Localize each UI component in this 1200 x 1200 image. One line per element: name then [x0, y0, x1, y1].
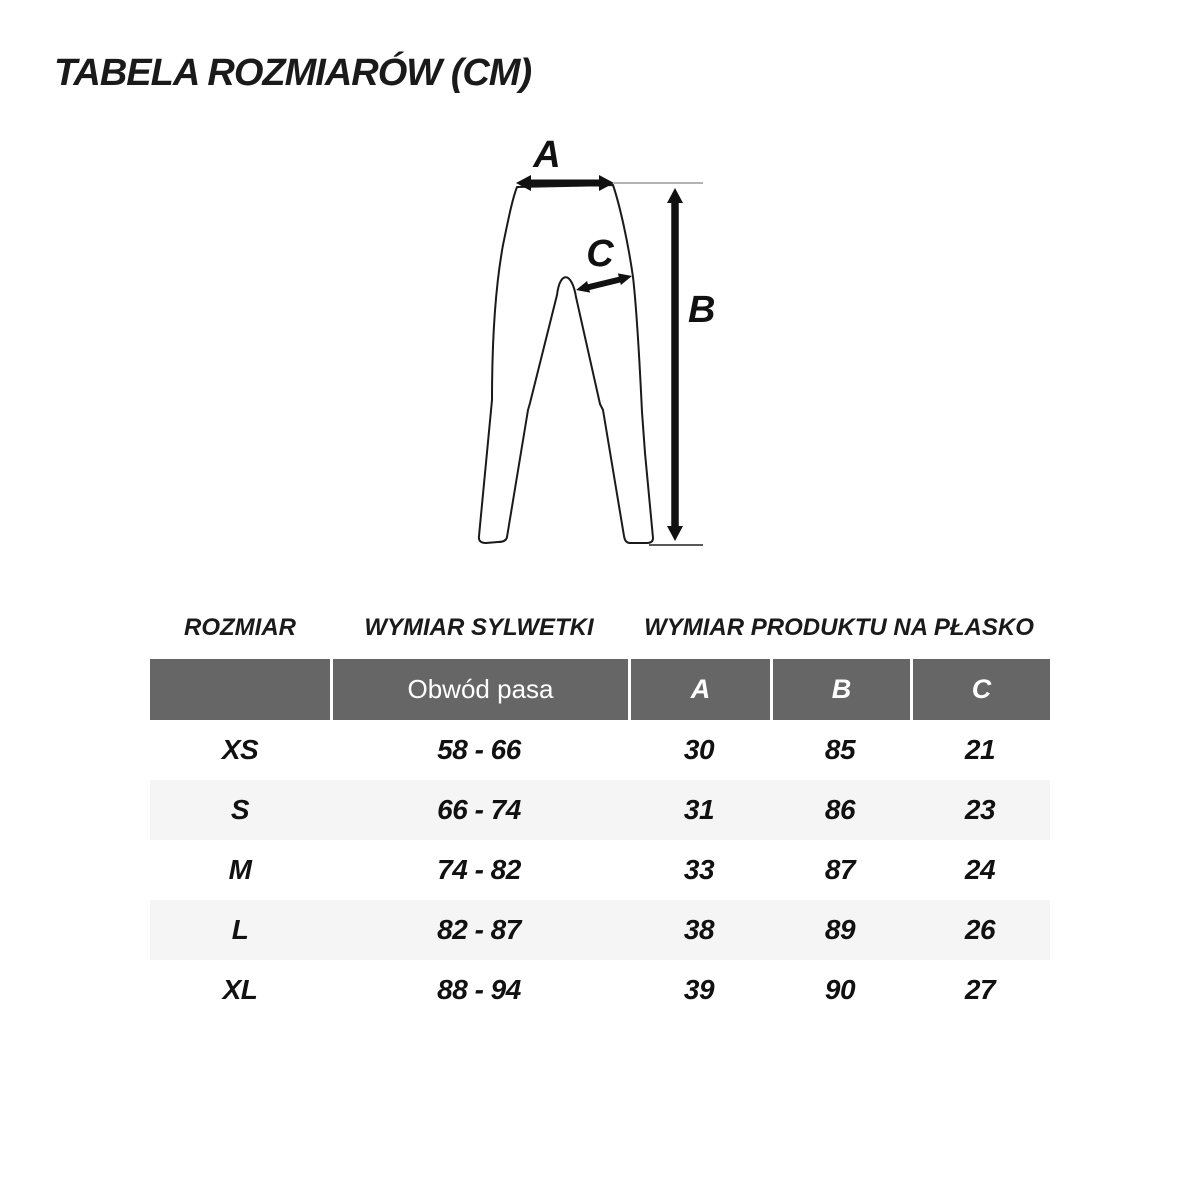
group-header-rozmiar: ROZMIAR: [184, 614, 296, 641]
pants-size-diagram: [440, 130, 740, 560]
measure-b-cell: 87: [824, 854, 856, 885]
measure-b-cell: 90: [824, 974, 856, 1005]
header-size-cell: [150, 659, 330, 720]
size-cell: XL: [222, 974, 258, 1005]
table-group-headers: [150, 610, 1050, 646]
size-cell: XS: [221, 734, 259, 765]
measure-b-cell: 86: [824, 794, 856, 825]
header-a-cell: A: [628, 659, 770, 720]
table-row-xl: [150, 960, 1050, 1020]
measure-c-cell: 24: [964, 854, 996, 885]
group-header-wymiar-produktu: WYMIAR PRODUKTU NA PŁASKO: [644, 614, 1034, 641]
measure-a-cell: 30: [683, 734, 715, 765]
measure-a-cell: 39: [683, 974, 715, 1005]
header-waist-cell: Obwód pasa: [330, 659, 628, 720]
waist-range-cell: 58 - 66: [437, 734, 521, 765]
size-cell: M: [228, 854, 252, 885]
measure-c-cell: 23: [964, 794, 996, 825]
waist-range-cell: 66 - 74: [437, 794, 521, 825]
header-b-cell: B: [770, 659, 910, 720]
measure-a-cell: 38: [683, 914, 715, 945]
table-row-m: [150, 840, 1050, 900]
measure-c-cell: 26: [964, 914, 996, 945]
measure-a-cell: 31: [683, 794, 715, 825]
diagram-label-b: B: [688, 289, 716, 331]
group-header-wymiar-sylwetki: WYMIAR SYLWETKI: [364, 614, 594, 641]
measure-c-cell: 21: [964, 734, 996, 765]
page-title: TABELA ROZMIARÓW (CM): [54, 52, 532, 94]
pants-outline: [479, 185, 653, 543]
measure-b-cell: 85: [824, 734, 856, 765]
diagram-label-c: C: [586, 233, 614, 275]
measure-a-cell: 33: [683, 854, 715, 885]
waist-range-cell: 82 - 87: [437, 914, 521, 945]
table-row-s: [150, 780, 1050, 840]
size-cell: S: [230, 794, 250, 825]
table-row-xs: [150, 720, 1050, 780]
waist-range-cell: 88 - 94: [437, 974, 521, 1005]
table-header-row: [150, 659, 1050, 720]
arrow-b-icon: [667, 188, 683, 541]
diagram-label-a: A: [533, 134, 561, 176]
table-row-l: [150, 900, 1050, 960]
size-cell: L: [231, 914, 249, 945]
size-table: [150, 610, 1050, 1020]
waist-range-cell: 74 - 82: [437, 854, 521, 885]
header-c-cell: C: [910, 659, 1050, 720]
measure-b-cell: 89: [824, 914, 856, 945]
measure-c-cell: 27: [964, 974, 996, 1005]
